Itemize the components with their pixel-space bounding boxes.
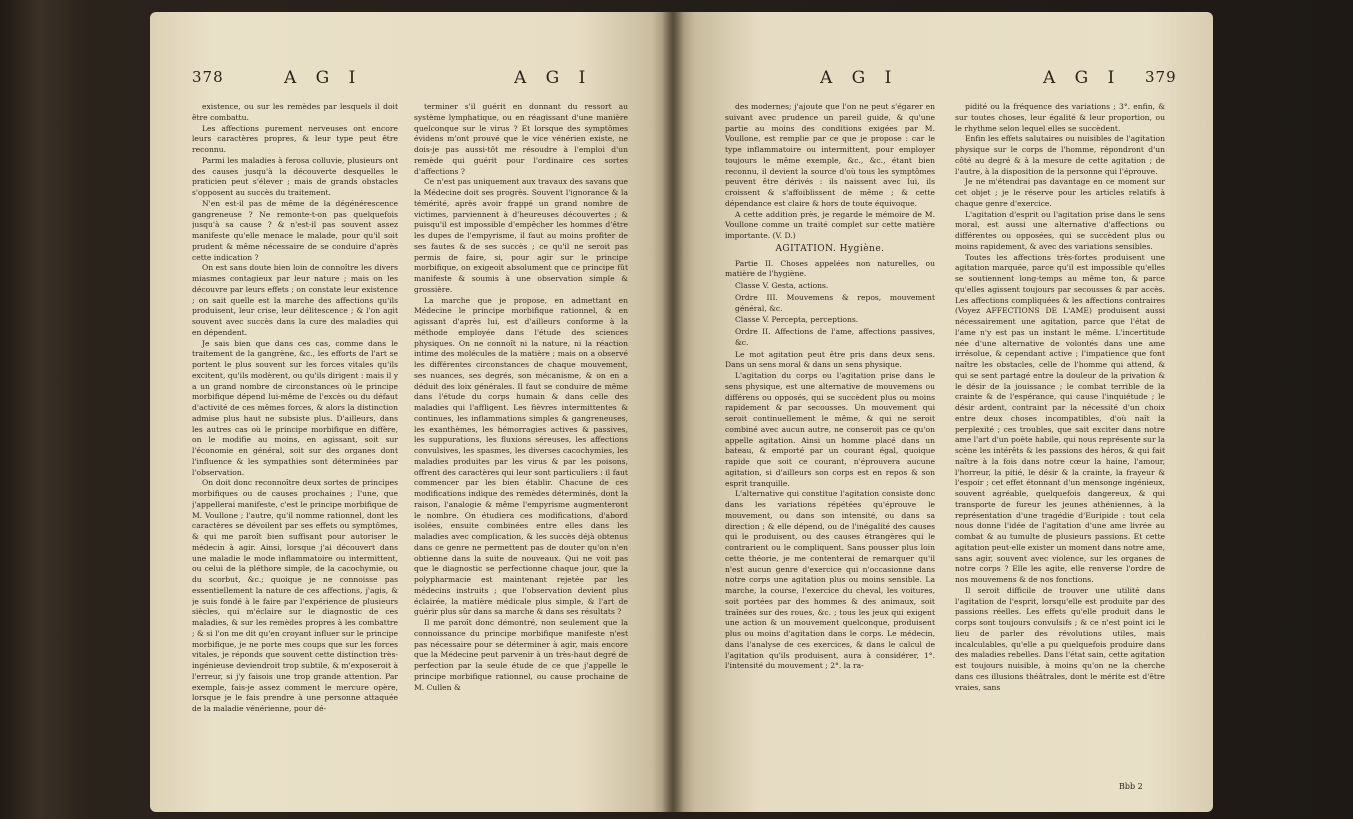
paragraph: L'agitation d'esprit ou l'agitation prise dans le sens moral, est aussi une alternative d'affections ou différentes ou opposées, qui se succèdent plus ou moins rapidement, & avec des variations sensibles.: [955, 209, 1165, 251]
right-page-number: 379: [1145, 68, 1177, 86]
paragraph: Parmi les maladies à ferosa colluvie, plusieurs ont des causes jusqu'à la découverte desquelles le praticien peut s'élever ; mais de grands obstacles s'opposent au succès du traitement.: [192, 155, 398, 197]
paragraph: Le mot agitation peut être pris dans deux sens. Dans un sens moral & dans un sens physique.: [725, 349, 935, 370]
paragraph: Classe V. Gesta, actions.: [735, 281, 829, 290]
paragraph: Ce n'est pas uniquement aux travaux des savans que la Médecine doit ses progrès. Souvent l'ignorance & la témérité, après avoir frappé un grand nombre de victimes, parviennent à d'heureuses découvertes ; & puisqu'il est impossible d'empêcher les hommes d'être les dupes de l'empyrisme, il faut au moins profiter de ses fautes & de ses succès ; ce qu'il ne seroit pas permis de faire, si, pour agir sur le principe morbifique, on exigeoit absolument que ce principe fût manifeste & soumis à une observation simple & grossière.: [414, 177, 628, 294]
paragraph: Je sais bien que dans ces cas, comme dans le traitement de la gangrène, &c., les efforts de l'art se portent le plus souvent sur les forces vitales qu'ils excitent, qu'ils modèrent, ou qu'ils dirigent : mais il y a un grand nombre de circonstances où le principe morbifique dépend lui-même de l'excès ou du défaut d'activité de ces mêmes forces, & alors la distinction admise plus haut ne subsiste plus. D'ailleurs, dans les autres cas où le principe morbifique en diffère, on le modifie au moins, en agissant, soit sur l'économie en général, soit sur des organes dont l'influence & les sympathies sont déterminées par l'observation.: [192, 338, 398, 477]
signature-mark: Bbb 2: [1119, 782, 1143, 791]
paragraph: Il me paroît donc démontré, non seulement que la connoissance du principe morbifique manifeste n'est pas nécessaire pour se déterminer à agir, mais encore que la Médecine peut parvenir à un très-haut degré de perfection par la seule étude de ce que j'appelle le principe morbifique rationnel, ou cause prochaine de M. Cullen &: [414, 618, 628, 692]
book-gutter: [662, 12, 684, 812]
paragraph: On doit donc reconnoître deux sortes de principes morbifiques ou de causes prochaines ; l'une, que j'appellerai manifeste, c'est le principe morbifique de M. Voullone ; l'autre, qu'il nomme rationnel, dont les caractères se dévoilent par ses effets ou symptômes, & qui me paroît bien suffisant pour autoriser le médecin à agir. Ainsi, lorsque j'ai découvert dans une maladie le mode inflammatoire ou intermittent, ou celui de la pléthore simple, de la cacochymie, ou du scorbut, &c.; quoique je ne connoisse pas essentiellement la nature de ces affections, j'agis, & je suis fondé à le faire par l'expérience de plusieurs siècles, qui m'éclaire sur le diagnostic de ces maladies, & sur les remèdes propres à les combattre ; & si l'on me dit qu'en croyant influer sur le principe morbifique, je ne porte mes coups que sur les forces vitales, je réponds que souvent cette distinction très-ingénieuse deviendroit trop subtile, & m'exposeroit à l'erreur, si j'y faisois une trop grande attention. Par exemple, fais-je assez comment le mercure opère, lorsque je le fais prendre à une personne attaquée de la maladie vénérienne, pour dé-: [192, 478, 398, 713]
paragraph: Partie II. Choses appelées non naturelles, ou matière de l'hygiène.: [725, 258, 935, 279]
paragraph: Les affections purement nerveuses ont encore leurs caractères propres, & leur type peut être reconnu.: [192, 123, 398, 154]
paragraph: Je ne m'étendrai pas davantage en ce moment sur cet objet ; je le réserve pour les articles relatifs à chaque genre d'exercice.: [955, 177, 1165, 208]
right-page: [673, 12, 1213, 812]
left-running-title-2: A G I: [514, 68, 593, 88]
paragraph: N'en est-il pas de même de la dégénérescence gangreneuse ? Ne remonte-t-on pas quelquefois jusqu'à sa cause ? & n'est-il pas souvent assez manifeste qu'elle menace le malade, pour qu'il soit prudent & même nécessaire de se conduire d'après cette indication ?: [192, 198, 398, 262]
left-running-title-1: A G I: [284, 68, 363, 88]
left-page-header: [192, 68, 652, 90]
left-page-column-1: [192, 102, 398, 804]
right-page-column-2: [955, 102, 1165, 804]
right-running-title-1: A G I: [820, 68, 899, 88]
left-page-column-2: [414, 102, 628, 804]
right-page-column-1: [725, 102, 935, 804]
paragraph: L'agitation du corps ou l'agitation prise dans le sens physique, est une alternative de mouvemens ou différens ou opposés, qui se succèdent plus ou moins rapidement & par secousses. Un mouvement qui seroit continuellement le même, & qui ne seroit combiné avec aucun autre, ne conseroit pas ce qu'on appelle agitation. Ainsi un homme placé dans un bateau, & emporté par un courant égal, quoique rapide que soit ce courant, n'éprouvera aucune agitation, si d'ailleurs son corps est en repos & son esprit tranquille.: [725, 371, 935, 488]
right-running-title-2: A G I: [1043, 68, 1122, 88]
paragraph: Classe V. Percepta, perceptions.: [735, 315, 859, 325]
paragraph: pidité ou la fréquence des variations ; 3°. enfin, & sur toutes choses, leur égalité & leur proportion, ou le rhythme selon lequel elles se succèdent.: [955, 102, 1165, 133]
paragraph: A cette addition près, je regarde le mémoire de M. Voullone comme un traité complet sur cette matière importante. (V. D.): [725, 209, 935, 240]
paragraph: des modernes; j'ajoute que l'on ne peut s'égarer en suivant avec prudence un pareil guide, & qu'une partie au moins des conditions exigées par M. Voullone, est remplie par ce que je propose : car le type inflammatoire ou intermittent, pour employer toujours le même exemple, &c., &c., étant bien reconnu, il devient la source d'où tous les symptômes peuvent être dérivés : ils naissent avec lui, ils croissent & s'affoiblissent de même ; & cette dépendance est claire & hors de toute équivoque.: [725, 102, 935, 208]
right-page-header: [725, 68, 1175, 90]
left-page-number: 378: [192, 68, 224, 86]
paragraph: AGITATION. Hygiène.: [775, 243, 885, 254]
paragraph: Enfin les effets salutaires ou nuisibles de l'agitation physique sur le corps de l'homme, répondront d'un côté au degré & à la mesure de cette agitation ; de l'autre, à la disposition de la personne qui l'éprouve.: [955, 134, 1165, 176]
paragraph: terminer s'il guérit en donnant du ressort au système lymphatique, ou en réagissant d'une manière quelconque sur le virus ? Et lorsque des symptômes évidens m'ont prouvé que le vice vénérien existe, ne dois-je pas aussi-tôt me résoudre à l'emploi d'un remède qui guérit pour l'ordinaire ces sortes d'affections ?: [414, 102, 628, 176]
paragraph: Ordre II. Affections de l'ame, affections passives, &c.: [735, 327, 935, 347]
paragraph: On est sans doute bien loin de connoître les divers miasmes contagieux par leur nature ; mais on les découvre par leurs effets ; on constate leur existence ; on sait quelle est la marche des affections qu'ils produisent, leur crise, leur délitescence ; & l'on agit souvent avec succès dans la cure des maladies qui en dépendent.: [192, 263, 398, 337]
paragraph: La marche que je propose, en admettant en Médecine le principe morbifique rationnel, & en agissant d'après lui, est d'ailleurs conforme à la méthode employée dans l'étude des sciences physiques. On ne connoît ni la nature, ni la réaction intime des molécules de la matière ; mais on a observé les différentes circonstances de chaque mouvement, ses nuances, ses degrés, son mécanisme, & on en a déduit des loix générales. Il faut se conduire de même dans l'étude du corps humain & dans celle des maladies qui l'affligent. Les fièvres intermittentes & continues, les inflammations simples & gangreneuses, les exanthèmes, les hémorragies actives & passives, les suppurations, les fluxions séreuses, les affections convulsives, les spasmes, les diverses cacochymies, les maladies produites par les virus & par les poisons, offrent des caractères qui leur sont particuliers : il faut commencer par les bien établir. Chacune de ces modifications indique des remèdes déterminés, dont la raison, l'analogie & même l'empyrisme augmenteront le nombre. On étudiera ces modifications, d'abord isolées, ensuite combinées entre elles dans les maladies avec complication, & les succès déjà obtenus dans ce genre ne permettent pas de douter qu'on n'en obtienne dans la suite de nouveaux. Qui ne voit pas que le diagnostic se perfectionne chaque jour, que la polypharmacie est maintenant rejetée par les médecins instruits ; que l'observation devient plus éclairée, la matière médicale plus simple, & l'art de guérir plus sûr dans sa marche & dans ses résultats ?: [414, 295, 628, 617]
paragraph: Toutes les affections très-fortes produisent une agitation marquée, parce qu'il est impossible qu'elles se soutiennent long-temps au même ton, & parce qu'elles agissent toujours par secousses & par accès. Les affections compliquées & les affections contraires (Voyez AFFECTIONS DE L'AME) produisent aussi nécessairement une agitation, parce que l'état de l'ame n'y est pas un instant le même. L'incertitude née d'une alternative de volontés dans une ame irrésolue, & cependant active ; l'impatience que font naître les obstacles, celle de l'homme qui attend, & qui se sent partagé entre la douleur de la privation & le désir de la jouissance ; le combat terrible de la crainte & de l'espérance, qui cause l'inquiétude ; le désir ardent, contraint par la nécessité d'un choix entre deux choses incompatibles, d'où naît la perplexité ; ces troubles, que sait exciter dans notre ame l'art d'un poète habile, qui nous représente sur la scène les intérêts & les passions des héros, & qui fait naître à la fois dans notre cœur la haine, l'amour, l'horreur, la pitié, le désir & la crainte, la frayeur & l'espoir ; cet effet étonnant d'un mensonge ingénieux, souvent agréable, quelquefois dangereux, & qui transporte de fureur les jeunes athéniennes, à la représentation d'une tragédie d'Euripide : tout cela nous donne l'idée de l'agitation d'une ame livrée au combat & au tumulte de plusieurs passions. Et cette agitation peut-elle exister un moment dans notre ame, sans agir, souvent avec violence, sur les organes de notre corps ? Elle les agite, elle renverse l'ordre de nos mouvemens & de nos fonctions.: [955, 252, 1165, 584]
paragraph: existence, ou sur les remèdes par lesquels il doit être combattu.: [192, 102, 398, 122]
left-page: [150, 12, 673, 812]
paragraph: Ordre III. Mouvemens & repos, mouvement général, &c.: [735, 292, 935, 313]
paragraph: L'alternative qui constitue l'agitation consiste donc dans les variations répétées qu'éprouve le mouvement, ou dans son intensité, ou dans sa direction ; & elle dépend, ou de l'inégalité des causes qui le produisent, ou des causes étrangères qui le contrarient ou le compliquent. Sans pousser plus loin cette théorie, je me contenterai de remarquer qu'il n'est aucun genre d'exercice qui n'occasionne dans notre corps une agitation plus ou moins sensible. La marche, la course, l'exercice du cheval, les voitures, soit portées par des hommes & des animaux, soit traînées sur des roues, &c. ; tous les jeux qui exigent une action & un mouvement quelconque, produisent plus ou moins d'agitation dans le corps. Le médecin, dans l'analyse de ces exercices, & dans le calcul de l'agitation qu'ils produisent, aura à considérer, 1°. l'intensité du mouvement ; 2°. la ra-: [725, 489, 935, 671]
paragraph: Il seroit difficile de trouver une utilité dans l'agitation de l'esprit, lorsqu'elle est produite par des passions réelles. Les effets qu'elle produit dans le corps sont toujours convulsifs ; & ce n'est point ici le lieu de parler des révolutions utiles, mais incalculables, qu'elle a pu quelquefois produire dans des maladies rebelles. Dans l'état sain, cette agitation est toujours nuisible, à moins qu'on ne la cherche dans ces illusions théâtrales, dont le mérite est d'être vraies, sans: [955, 585, 1165, 692]
